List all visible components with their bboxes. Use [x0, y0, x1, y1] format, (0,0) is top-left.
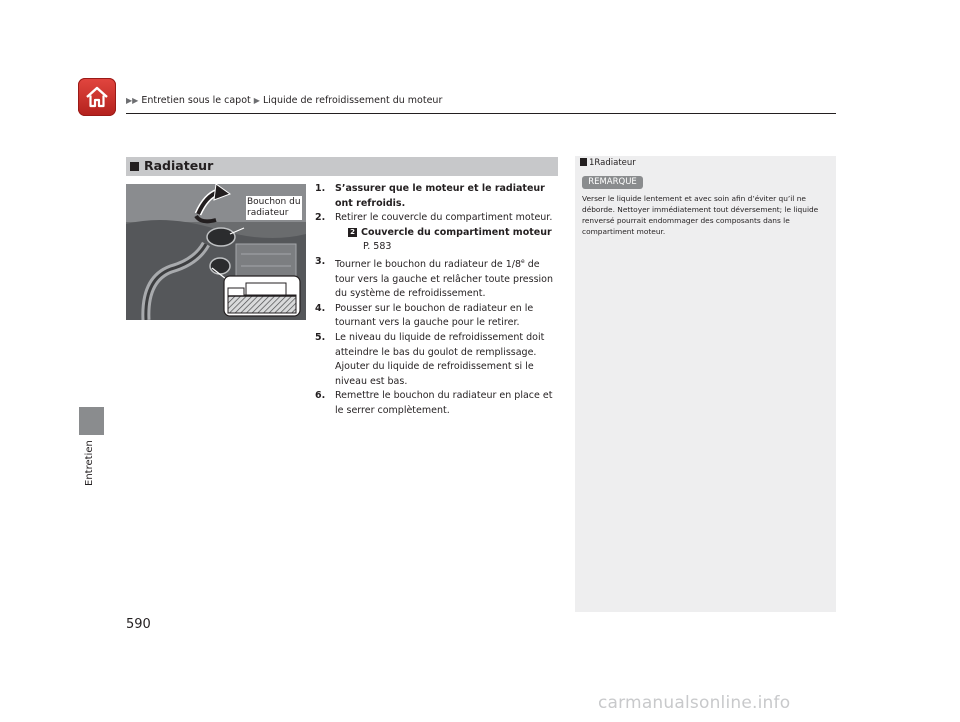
step-number: 1. [315, 183, 326, 194]
cross-reference-link[interactable] [335, 226, 560, 241]
step-superscript: e [521, 257, 525, 265]
breadcrumb-item[interactable]: Liquide de refroidissement du moteur [262, 95, 443, 106]
sidebar-title-marker: 1 [589, 158, 595, 168]
step-2 [315, 211, 560, 255]
section-header [126, 157, 558, 176]
home-icon [83, 83, 111, 111]
step-3 [315, 255, 560, 302]
sidebar-title [580, 158, 636, 168]
radiator-cap-callout: Bouchon du radiateur [247, 197, 301, 218]
step-text: Remettre le bouchon du radiateur en place et le serrer complètement. [335, 390, 553, 416]
notes-sidebar [575, 156, 836, 612]
page-number: 590 [126, 617, 151, 632]
home-button[interactable] [78, 78, 116, 116]
reference-arrow-icon: 2 [348, 228, 357, 237]
section-marker-icon [130, 162, 139, 171]
chapter-tab[interactable] [79, 407, 104, 435]
step-4 [315, 302, 560, 331]
section-title: Radiateur [144, 158, 214, 173]
reference-page[interactable]: P. 583 [363, 241, 392, 253]
sidebar-marker-icon [580, 158, 587, 166]
breadcrumb [126, 95, 442, 106]
notice-badge: REMARQUE [582, 176, 643, 189]
step-6 [315, 389, 560, 418]
step-text: Retirer le couvercle du compartiment moteur. [335, 212, 553, 224]
header-rule [126, 113, 836, 114]
reference-title: Couvercle du compartiment moteur [361, 226, 552, 238]
step-text: Pousser sur le bouchon de radiateur en le tournant vers la gauche pour le retirer. [335, 302, 534, 329]
step-number: 2. [315, 212, 326, 224]
sidebar-title-text: Radiateur [594, 158, 636, 168]
step-number: 4. [315, 302, 326, 314]
chapter-label: Entretien [84, 440, 95, 486]
step-text: Le niveau du liquide de refroidissement doit atteindre le bas du goulot de remplissage. Ajouter du liquide de refroidissement si le niveau est bas. [335, 331, 545, 387]
step-1 [315, 182, 560, 211]
breadcrumb-item[interactable]: Entretien sous le capot [141, 95, 251, 106]
breadcrumb-arrow-icon: ▶ [253, 96, 260, 105]
step-number: 3. [315, 255, 326, 267]
watermark: carmanualsonline.info [598, 693, 791, 713]
step-text: de tour vers la gauche et relâcher toute pression du système de refroidissement. [335, 258, 553, 300]
step-text: S’assurer que le moteur et le radiateur ont refroidis. [335, 183, 545, 209]
step-number: 5. [315, 331, 326, 343]
step-text: Tourner le bouchon du radiateur de 1/8 [335, 258, 522, 270]
notice-text: Verser le liquide lentement et avec soin afin d’éviter qu’il ne déborde. Nettoyer immédiatement tout déversement; le liquide renversé pourrait endommager des composants dans le compartiment moteur. [582, 194, 819, 236]
step-number: 6. [315, 390, 326, 402]
procedure-steps [315, 182, 560, 419]
breadcrumb-arrow-icon: ▶▶ [126, 96, 139, 105]
step-5 [315, 331, 560, 389]
